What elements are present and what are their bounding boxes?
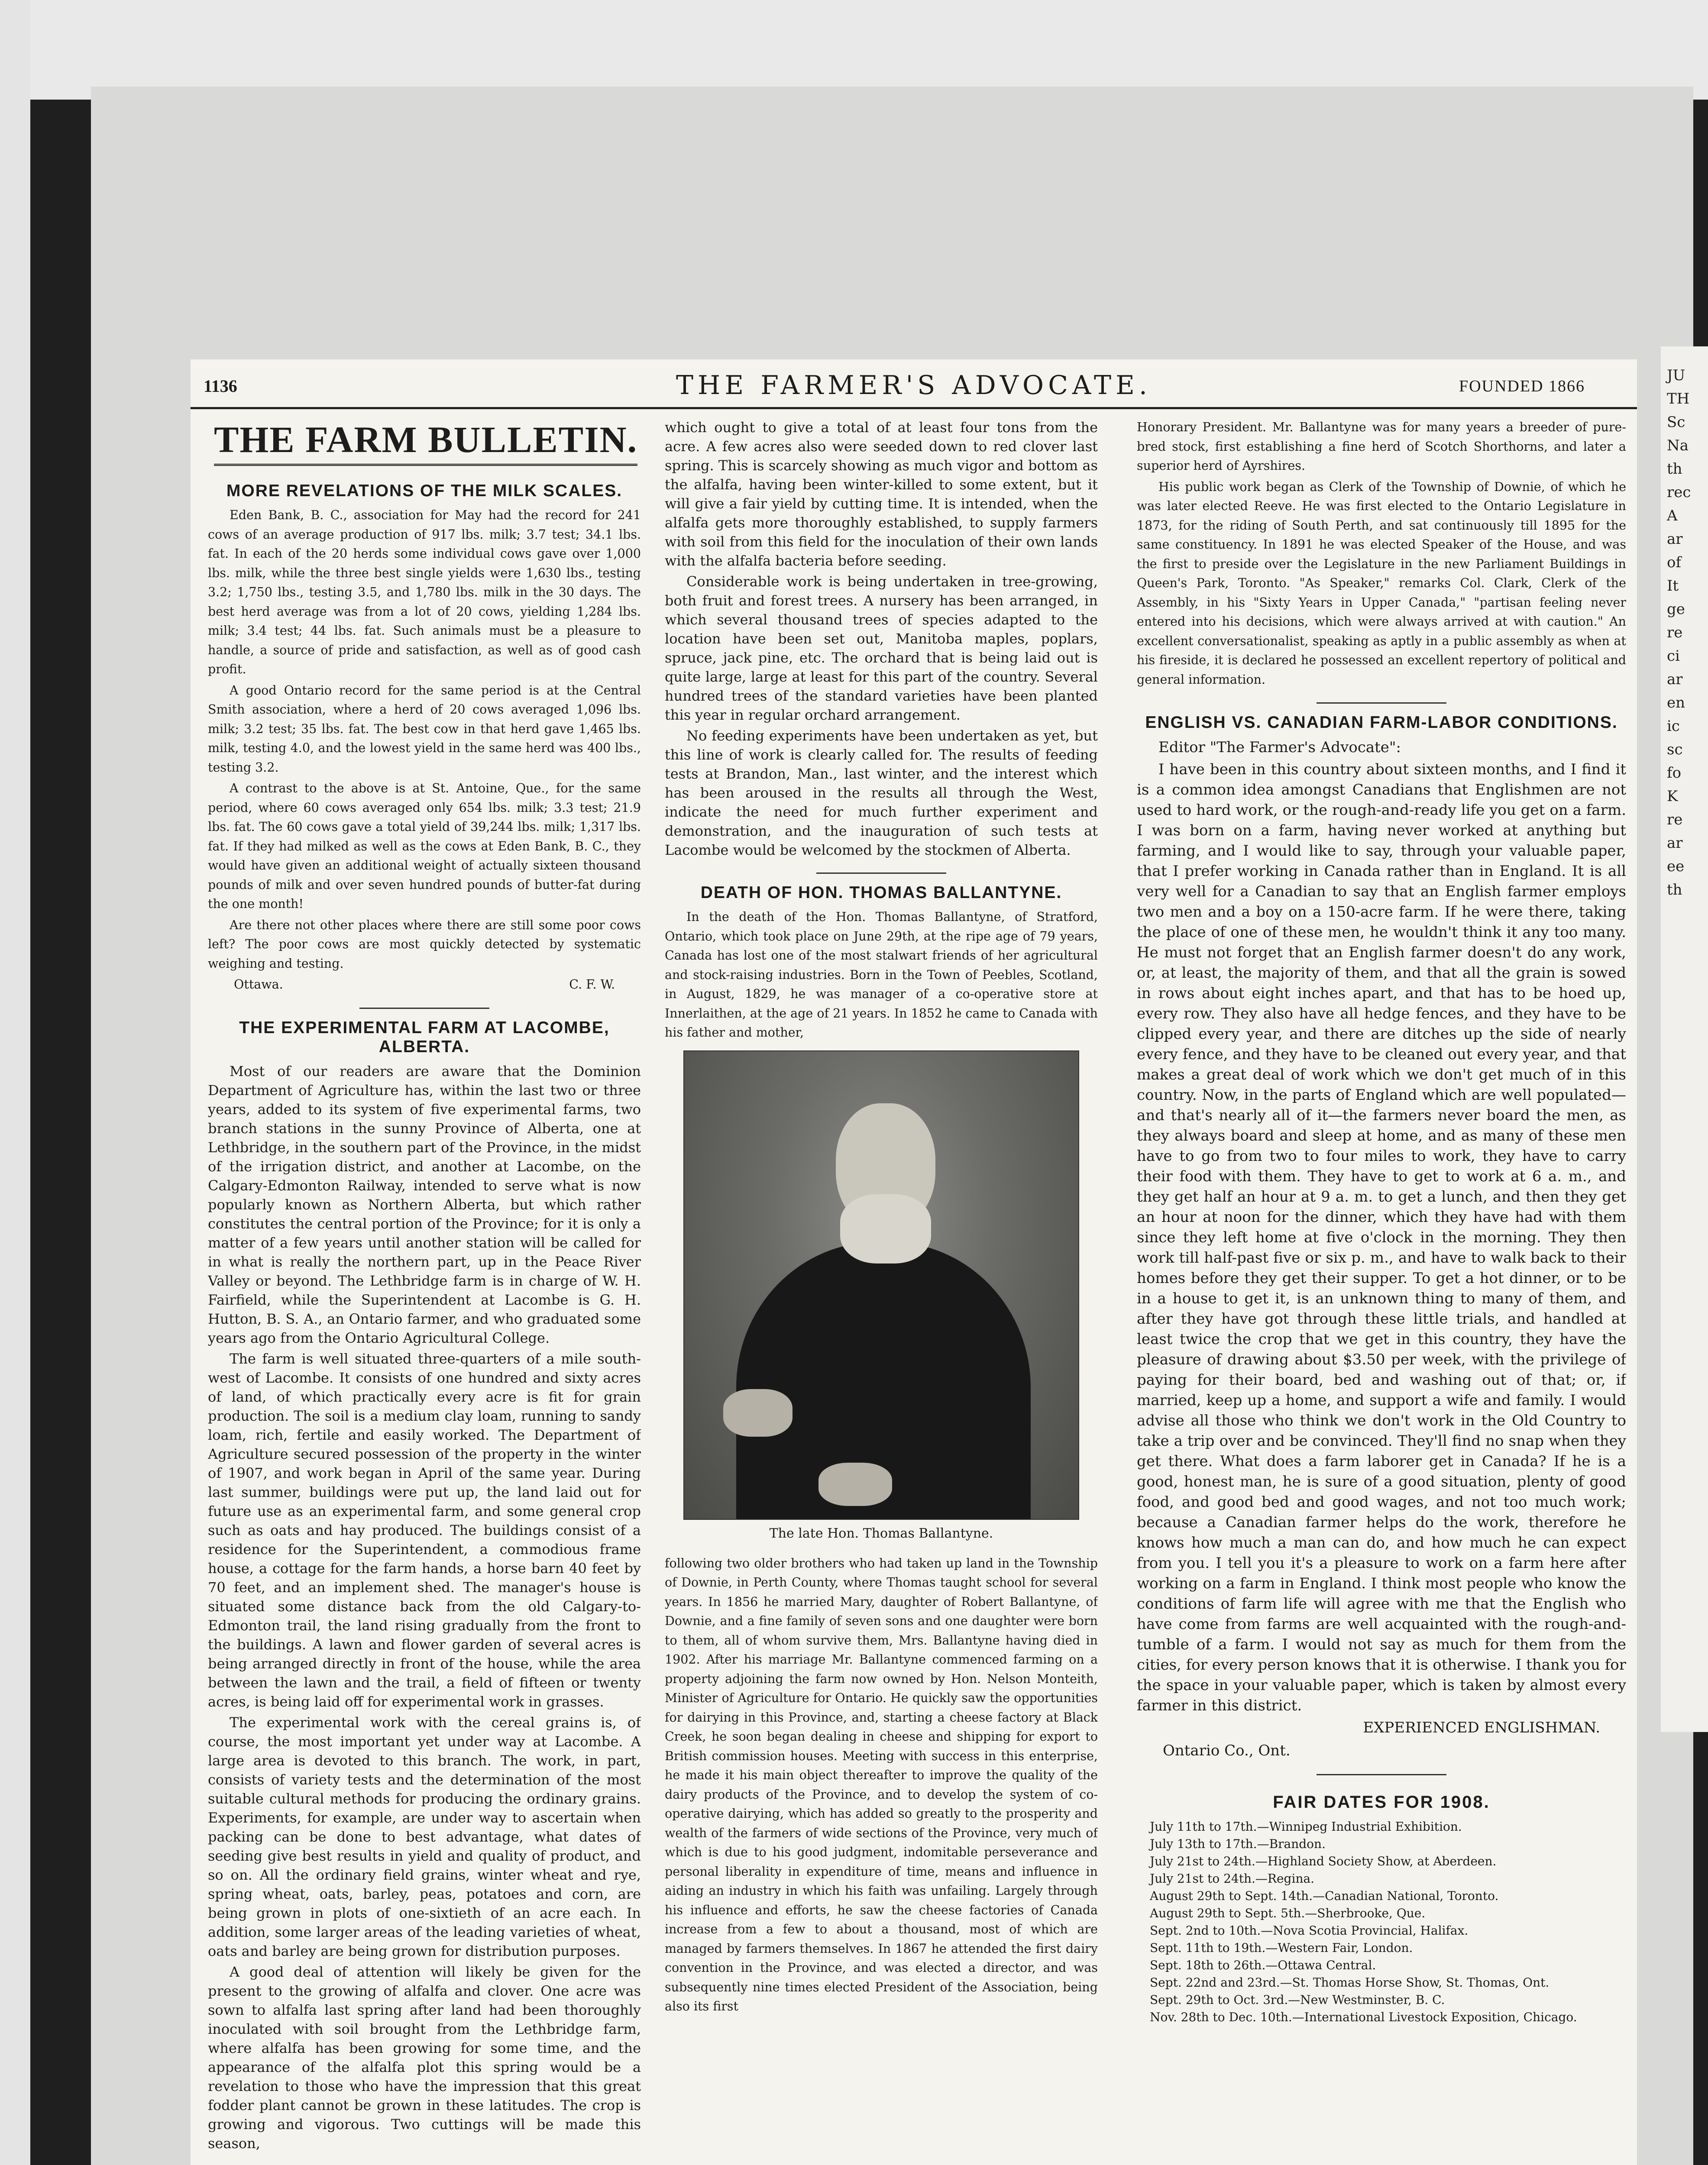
fair-date-item: July 21st to 24th.—Regina. bbox=[1150, 1871, 1315, 1886]
portrait-caption: The late Hon. Thomas Ballantyne. bbox=[769, 1525, 993, 1541]
fair-date-item: July 11th to 17th.—Winnipeg Industrial Exhibition. bbox=[1150, 1819, 1462, 1834]
edge-text-fragment: TH bbox=[1667, 390, 1690, 407]
edge-text-fragment: Sc bbox=[1667, 414, 1685, 431]
divider bbox=[816, 872, 946, 874]
edge-text-fragment: ge bbox=[1667, 601, 1685, 618]
paragraph: In the death of the Hon. Thomas Ballantyne, of Stratford, Ontario, which took place on June 29th, at the ripe age of 79 years, Canada has lost one of the most stalwart friends of her agricultural and stock-raising industries. Born in the Town of Peebles, Scotland, in August, 1829, he was manager of a co-operative store at Innerlaithen, at the age of 21 years. In 1852 he came to Canada with his father and mother, bbox=[665, 910, 1098, 1040]
fair-date-item: August 29th to Sept. 14th.—Canadian National, Toronto. bbox=[1150, 1889, 1499, 1903]
paragraph: Most of our readers are aware that the Dominion Department of Agriculture has, within the last two or three years, added to its system of five experimental farms, two branch stations in the sunny Province of Alberta, one at Lethbridge, in the southern part of the Province, in the midst of the irrigation district, and another at Lacombe, on the Calgary-Edmonton Railway, intended to serve what is now popularly known as Northern Alberta, but which rather constitutes the central portion of the Province; for it is only a matter of a few years until another station will be called for in what is really the northern part, up in the Peace River Valley or beyond. The Lethbridge farm is in charge of W. H. Fairfield, while the Superintendent at Lacombe is G. H. Hutton, B. S. A., an Ontario farmer, and who graduated some years ago from the Ontario Agricultural College. bbox=[208, 1063, 641, 1346]
fair-date-item: Nov. 28th to Dec. 10th.—International Livestock Exposition, Chicago. bbox=[1150, 2010, 1577, 2024]
paragraph: which ought to give a total of at least four tons from the acre. A few acres also were seeded down to red clover last spring. This is scarcely showing as much vigor and bottom as the alfalfa, having been winter-killed to some extent, but it will give a fair yield by cutting time. It is intended, when the alfalfa gets more thoroughly established, to supply farmers with soil from this field for the inoculation of their own lands with the alfalfa bacteria before seeding. bbox=[665, 419, 1098, 569]
column-left bbox=[208, 418, 641, 2165]
fair-date-item: Sept. 2nd to 10th.—Nova Scotia Provincial, Halifax. bbox=[1150, 1923, 1469, 1938]
paragraph: following two older brothers who had taken up land in the Township of Downie, in Perth County, where Thomas taught school for several years. In 1856 he married Mary, daughter of Robert Ballantyne, of Downie, and a fine family of seven sons and one daughter were born to them, all of whom survive them, Mrs. Ballantyne having died in 1902. After his marriage Mr. Ballantyne commenced farming on a property adjoining the farm now owned by Hon. Nelson Monteith, Minister of Agriculture for Ontario. He quickly saw the opportunities for dairying in this Province, and, starting a cheese factory at Black Creek, he soon began dealing in cheese and shipping for export to British commission houses. Meeting with success in this enterprise, he made it his main object thereafter to improve the quality of the dairy products of the Province, and to develop the system of co-operative dairying, which has added so greatly to the prosperity and wealth of the farmers of wide sections of the Province, very much of which is due to his good judgment, indomitable perseverance and personal liberality in expenditure of time, means and influence in aiding an industry in which his faith was unfailing. Largely through his influence and efforts, he saw the cheese factories of Canada increase from a few to about a thousand, most of which are managed by farmers themselves. In 1867 he attended the first dairy convention in the Province, and was elected a director, and was subsequently nine times elected President of the Association, being also its first bbox=[665, 1556, 1098, 2013]
page-header bbox=[191, 359, 1637, 409]
edge-text-fragment: ar bbox=[1667, 671, 1683, 688]
founded-line: FOUNDED 1866 bbox=[1459, 377, 1585, 395]
fair-dates-heading: FAIR DATES FOR 1908. bbox=[1273, 1793, 1490, 1812]
masthead: THE FARMER'S ADVOCATE. bbox=[676, 370, 1152, 401]
portrait-hand bbox=[723, 1389, 793, 1437]
page-number: 1136 bbox=[204, 376, 237, 396]
ballantyne-continued bbox=[665, 1554, 1098, 2016]
paragraph: Honorary President. Mr. Ballantyne was for many years a breeder of pure-bred stock, first establishing a fine herd of Scotch Shorthorns, and later a superior herd of Ayrshires. bbox=[1137, 420, 1626, 473]
paragraph: No feeding experiments have been undertaken as yet, but this line of work is clearly called for. The results of feeding tests at Brandon, Man., last winter, and the interest which has been aroused in the results all through the West, indicate the need for much further experiment and demonstration, and the inauguration of such tests at Lacombe would be welcomed by the stockmen of Alberta. bbox=[665, 727, 1098, 858]
paragraph: The farm is well situated three-quarters of a mile south-west of Lacombe. It consists of one hundred and sixty acres of land, of which practically every acre is fit for grain production. The soil is a medium clay loam, running to sandy loam, rich, fertile and easily worked. The Department of Agriculture secured possession of the property in the winter of 1907, and work began in April of the same year. During last summer, buildings were put up, the land laid out for future use as an experimental farm, and some general crop such as oats and hay produced. The buildings consist of a residence for the Superintendent, a commodious frame house, a cottage for the farm hands, a horse barn 40 feet by 70 feet, and an implement shed. The manager's house is situated some distance back from the old Calgary-to-Edmonton trail, the land rising gradually from the front to the buildings. A lawn and flower garden of several acres is being arranged directly in front of the house, while the area between the lawn and the trail, a field of fifteen or twenty acres, is being laid off for experimental work in grasses. bbox=[208, 1350, 641, 1710]
fair-date-item: July 21st to 24th.—Highland Society Show, at Aberdeen. bbox=[1150, 1854, 1497, 1868]
edge-text-fragment: re bbox=[1667, 624, 1683, 641]
farm-labor-heading: ENGLISH VS. CANADIAN FARM-LABOR CONDITIONS. bbox=[1145, 713, 1618, 732]
edge-text-fragment: sc bbox=[1667, 741, 1683, 758]
divider bbox=[359, 1008, 489, 1009]
edge-text-fragment: ci bbox=[1667, 647, 1680, 665]
bulletin-title: THE FARM BULLETIN. bbox=[214, 418, 637, 466]
fair-date-item: Sept. 11th to 19th.—Western Fair, London. bbox=[1150, 1941, 1413, 1955]
edge-text-fragment: A bbox=[1667, 507, 1678, 524]
divider bbox=[1317, 1774, 1446, 1775]
edge-text-fragment: K bbox=[1667, 788, 1678, 805]
edge-text-fragment: en bbox=[1667, 694, 1685, 711]
byline bbox=[208, 975, 641, 995]
fair-dates-list bbox=[1137, 1818, 1626, 2026]
scanner-edge bbox=[0, 0, 30, 2165]
divider bbox=[1317, 702, 1446, 704]
byline-place: Ottawa. bbox=[234, 977, 283, 992]
edge-text-fragment: ar bbox=[1667, 530, 1683, 548]
edge-text-fragment: It bbox=[1667, 577, 1679, 595]
edge-text-fragment: JU bbox=[1667, 367, 1685, 384]
edge-text-fragment: ar bbox=[1667, 834, 1683, 852]
lacombe-heading: THE EXPERIMENTAL FARM AT LACOMBE, ALBERTA. bbox=[239, 1018, 610, 1056]
edge-text-fragment: re bbox=[1667, 811, 1683, 828]
ballantyne-heading: DEATH OF HON. THOMAS BALLANTYNE. bbox=[700, 883, 1062, 902]
column-right bbox=[1137, 418, 1626, 2165]
ballantyne-portrait bbox=[683, 1050, 1079, 1520]
portrait-hand bbox=[818, 1463, 892, 1506]
byline-initials: C. F. W. bbox=[569, 977, 615, 992]
paragraph: Are there not other places where there are still some poor cows left? The poor cows are most quickly detected by systematic weighing and testing. bbox=[208, 918, 641, 971]
lacombe-continued bbox=[665, 418, 1098, 860]
paragraph: I have been in this country about sixteen months, and I find it is a common idea amongst Canadians that Englishmen are not used to hard work, or the rough-and-ready life you get on a farm. I was born on a farm, having never worked at anything but farming, and I would like to say, through your valuable paper, that I prefer working in Canada rather than in England. It is all very well for a Canadian to say that an English farmer employs two men and a boy on a 150-acre farm. If he were there, taking the place of one of these men, he wouldn't think it any too many. He must not forget that an English farmer doesn't do any work, or, at least, the majority of them, and that all the grain is sowed in rows about eight inches apart, and that has to be hoed up, every row. They also have all hedge fences, and they have to be clipped every year, and there are ditches up the side of nearly every fence, and they have to be cleaned out every year, and that makes a great deal of work which we don't get much of in this country. Now, in the parts of England which are well populated—and that's nearly all of it—the farmers never board the men, as they always board and sleep at home, and as many of these men have to go from two to four miles to work, they have to carry their food with them. They have to get to work at 6 a. m., and they get half an hour at 9 a. m. to get a lunch, and then they get an hour at noon for the dinner, which they have had with them since they left home at five o'clock in the morning. They then work till half-past five or six p. m., and have to walk back to their homes before they get their supper. To get a hot dinner, or to be in a house to get it, is an unknown thing to many of them, and after they have got through these little trials, and handled at least twice the crop that we get in this country, they have the pleasure of drawing about $3.50 per week, with the privilege of paying for their board, bed and washing out of that; or, if married, keep up a home, and support a wife and family. I would advise all those who think we don't work in the Old Country to take a trip over and be convinced. They'll find no snap when they get there. What does a farm laborer get in Canada? If he is a good, honest man, he is sure of a good situation, plenty of good food, and good bed and good wages, and not too much work; because a Canadian farmer helps do the work, therefore he knows how much a man can do, and how much he can expect from you. I tell you it's a pleasure to work on a farm here after working on a farm in England. I think most people who know the conditions of farm life will agree with me that the English who have come from farms are well acquainted with the rough-and-tumble of a farm. I would not say as much for them from the cities, for every person knows that it is otherwise. I thank you for the space in your valuable paper, which is taken by almost every farmer in this district. bbox=[1137, 761, 1626, 1714]
edge-text-fragment: fo bbox=[1667, 764, 1682, 782]
milk-scales-article bbox=[208, 506, 641, 995]
ballantyne-article bbox=[665, 908, 1098, 1043]
paragraph: Eden Bank, B. C., association for May had the record for 241 cows of an average production of 917 lbs. milk; 3.7 test; 34.1 lbs. fat. In each of the 20 herds some individual cows gave over 1,000 lbs. milk, while the three best single yields were 1,630 lbs., testing 3.2; 1,750 lbs., testing 3.5, and 1,780 lbs. milk in the 30 days. The best herd average was from a lot of 20 cows, yielding 1,284 lbs. milk; 3.4 test; 44 lbs. fat. Such animals must be a pleasure to handle, a source of pride and satisfaction, as well as of good cash profit. bbox=[208, 508, 641, 676]
edge-text-fragment: rec bbox=[1667, 484, 1691, 501]
edge-text-fragment: th bbox=[1667, 881, 1682, 898]
edge-text-fragment: Na bbox=[1667, 437, 1689, 454]
fair-date-item: Sept. 29th to Oct. 3rd.—New Westminster, B. C. bbox=[1150, 1993, 1445, 2007]
paragraph: A good Ontario record for the same period is at the Central Smith association, where a herd of 20 cows averaged 1,096 lbs. milk; 3.2 test; 35 lbs. fat. The best cow in that herd gave 1,465 lbs. milk, testing 4.0, and the lowest yield in the same herd was 400 lbs., testing 3.2. bbox=[208, 683, 641, 775]
fair-date-item: Sept. 22nd and 23rd.—St. Thomas Horse Show, St. Thomas, Ont. bbox=[1150, 1975, 1549, 1990]
paragraph: Considerable work is being undertaken in tree-growing, both fruit and forest trees. A nursery has been arranged, in which several thousand trees of species adapted to the location have been set out, Manitoba maples, poplars, spruce, jack pine, etc. The orchard that is being laid out is quite large, large at least for this part of the country. Several hundred trees of the standard varieties have been planted this year in regular orchard arrangement. bbox=[665, 573, 1098, 723]
edge-text-fragment: ic bbox=[1667, 717, 1680, 735]
portrait-beard bbox=[840, 1194, 931, 1263]
fair-date-item: Sept. 18th to 26th.—Ottawa Central. bbox=[1150, 1958, 1376, 1972]
column-middle bbox=[665, 418, 1098, 2165]
ballantyne-conclusion bbox=[1137, 418, 1626, 689]
fair-date-item: July 13th to 17th.—Brandon. bbox=[1150, 1837, 1326, 1851]
lacombe-article bbox=[208, 1062, 641, 2153]
newspaper-page bbox=[191, 359, 1637, 2165]
salutation: Editor "The Farmer's Advocate": bbox=[1158, 739, 1401, 756]
edge-text-fragment: ee bbox=[1667, 858, 1685, 875]
adjacent-page-edge bbox=[1661, 346, 1708, 1732]
letter-place: Ontario Co., Ont. bbox=[1163, 1742, 1291, 1759]
edge-text-fragment: th bbox=[1667, 460, 1682, 478]
milk-scales-heading: MORE REVELATIONS OF THE MILK SCALES. bbox=[226, 481, 623, 500]
farm-labor-letter bbox=[1137, 737, 1626, 1761]
paragraph: A good deal of attention will likely be given for the present to the growing of alfalfa and clover. One acre was sown to alfalfa last spring after land had been thoroughly inoculated with soil brought from the Lethbridge farm, where alfalfa has been growing for some time, and the appearance of the alfalfa plot this spring would be a revelation to those who have the impression that this great fodder plant cannot be grown in these latitudes. The crop is growing and vigorous. Two cuttings will be made this season, bbox=[208, 1963, 641, 2152]
paragraph: A contrast to the above is at St. Antoine, Que., for the same period, where 60 cows averaged only 654 lbs. milk; 3.3 test; 21.9 lbs. fat. The 60 cows gave a total yield of 39,244 lbs. milk; 1,317 lbs. fat. If they had milked as well as the cows at Eden Bank, B. C., they would have given an additional weight of actually sixteen thousand pounds of milk and over seven hundred pounds of butter-fat during the one month! bbox=[208, 781, 641, 911]
paragraph: His public work began as Clerk of the Township of Downie, of which he was later elected Reeve. He was first elected to the Ontario Legislature in 1873, for the riding of South Perth, and sat continuously till 1895 for the same constituency. In 1891 he was elected Speaker of the House, and was the first to preside over the Legislature in the new Parliament Buildings in Queen's Park, Toronto. "As Speaker," remarks Col. Clark, Clerk of the Assembly, in his "Sixty Years in Upper Canada," "partisan feeling never entered into his decisions, which were always arrived at with caution." An excellent conversationalist, speaking as aptly in a public assembly as when at his fireside, it is declared he possessed an excellent repertory of political and general information. bbox=[1137, 479, 1626, 687]
paragraph: The experimental work with the cereal grains is, of course, the most important yet under way at Lacombe. A large area is devoted to this branch. The work, in part, consists of variety tests and the determination of the most suitable cultural methods for producing the ordinary grains. Experiments, for example, are under way to ascertain when packing can be done to best advantage, what dates of seeding give best results in yield and quality of product, and so on. All the ordinary field grains, winter wheat and rye, spring wheat, oats, barley, peas, potatoes and corn, are being grown in plots of one-sixtieth of an acre each. In addition, some larger areas of the leading varieties of wheat, oats and barley are being grown for distribution purposes. bbox=[208, 1714, 641, 1959]
scanner-backdrop bbox=[0, 0, 1708, 100]
edge-text-fragment: of bbox=[1667, 554, 1682, 571]
fair-date-item: August 29th to Sept. 5th.—Sherbrooke, Que. bbox=[1150, 1906, 1426, 1920]
letter-signature: EXPERIENCED ENGLISHMAN. bbox=[1363, 1719, 1600, 1736]
